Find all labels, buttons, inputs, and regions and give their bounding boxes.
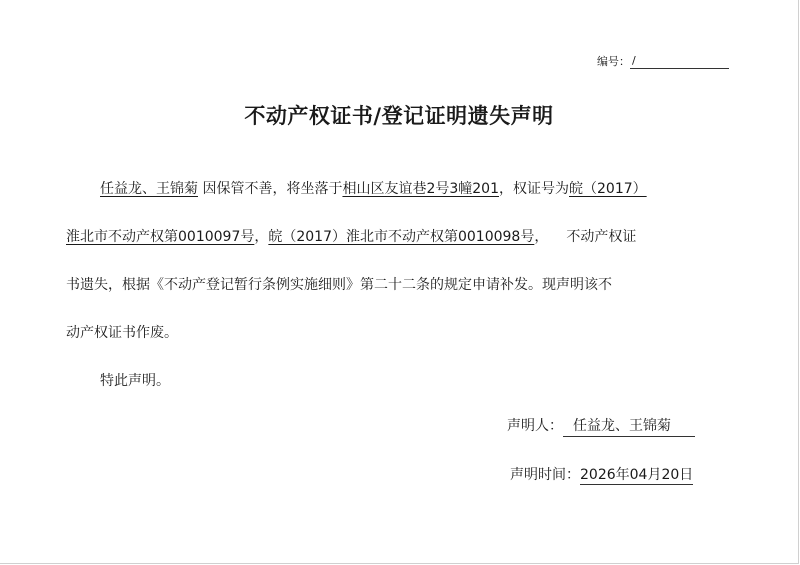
property-location: 相山区友谊巷2号3幢201 <box>342 181 499 197</box>
declaration-date <box>510 464 693 485</box>
body-line-3: 书遗失，根据《不动产登记暂行条例实施细则》第二十二条的规定申请补发。现声明该不 <box>66 277 612 293</box>
certificate-number-a-part1: 皖（2017） <box>569 181 647 197</box>
body-text-1: 因保管不善，将坐落于 <box>202 181 343 197</box>
notice-body <box>66 165 728 357</box>
separator: ， <box>254 229 269 245</box>
owner-names: 任益龙、王锦菊 <box>100 181 198 197</box>
body-text-2: ，权证号为 <box>499 181 569 197</box>
serial-value: / <box>630 54 729 69</box>
declarant-names: 任益龙、王锦菊 <box>563 417 695 437</box>
body-line-1 <box>66 165 728 213</box>
closing-statement: 特此声明。 <box>100 373 170 389</box>
body-line-4: 动产权证书作废。 <box>66 325 178 341</box>
document-title: 不动产权证书/登记证明遗失声明 <box>244 103 554 128</box>
declarant <box>507 415 695 437</box>
certificate-number-a-part2: 淮北市不动产权第0010097号 <box>66 229 255 245</box>
date-value: 2026年04月20日 <box>580 467 694 483</box>
body-text-4: 不动产权证 <box>566 229 637 245</box>
date-label: 声明时间： <box>510 467 580 483</box>
body-line-2 <box>66 213 728 261</box>
serial-label: 编号： <box>597 55 630 68</box>
certificate-number-b: 皖（2017）淮北市不动产权第0010098号 <box>268 229 535 245</box>
body-text-3: ， <box>534 229 549 245</box>
declarant-label: 声明人： <box>507 418 563 434</box>
serial-number <box>597 53 729 69</box>
